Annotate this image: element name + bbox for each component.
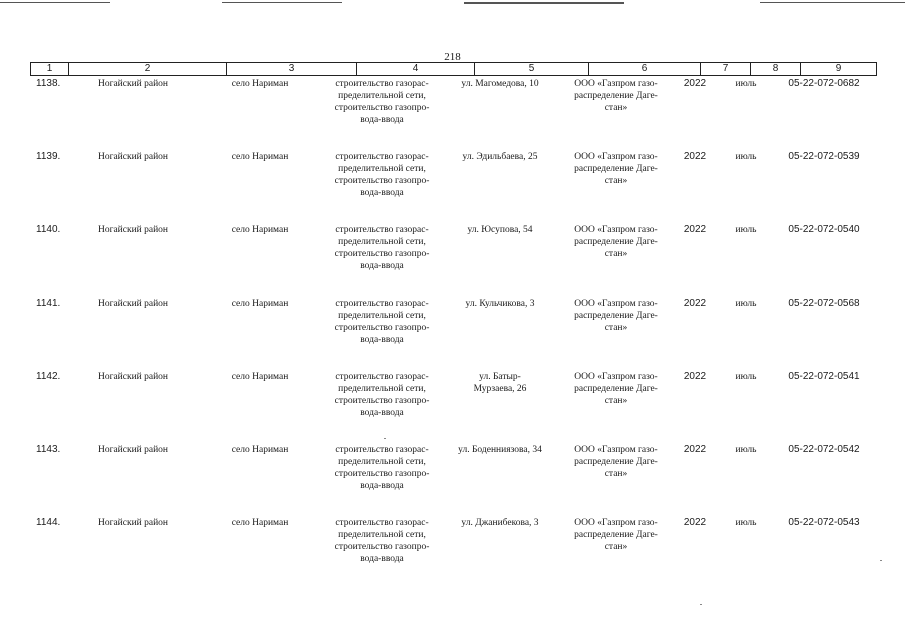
year-cell: 2022	[683, 517, 707, 528]
work-cell-line: вода-ввода	[360, 408, 404, 418]
address-cell	[446, 224, 554, 236]
org-cell-line: распределение Даге-	[574, 384, 658, 394]
year-cell: 2022	[683, 78, 707, 89]
district-cell: Ногайский район	[97, 299, 169, 309]
code-cell: 05-22-072-0682	[788, 78, 860, 89]
address-cell	[446, 298, 554, 310]
row-number: 1142.	[36, 371, 61, 382]
org-cell-line: распределение Даге-	[574, 91, 658, 101]
work-cell-line: строительство газорас-	[335, 225, 429, 235]
address-cell-line: Мурзаева, 26	[473, 384, 527, 394]
work-cell-line: пределительной сети,	[338, 530, 426, 540]
month-cell: июль	[735, 299, 757, 309]
month-cell: июль	[735, 518, 757, 528]
org-cell-line: распределение Даге-	[574, 457, 658, 467]
year-cell: 2022	[683, 371, 707, 382]
address-cell-line: ул. Кульчикова, 3	[465, 299, 535, 309]
table-row	[0, 151, 905, 224]
scan-speck	[700, 604, 702, 605]
org-cell	[560, 298, 672, 334]
village-cell: село Нариман	[231, 445, 289, 455]
district-cell: Ногайский район	[97, 372, 169, 382]
address-cell-line: ул. Эдильбаева, 25	[462, 152, 538, 162]
village-cell: село Нариман	[231, 372, 289, 382]
org-cell-line: ООО «Газпром газо-	[574, 225, 658, 235]
work-cell-line: строительство газорас-	[335, 372, 429, 382]
work-cell-line: пределительной сети,	[338, 164, 426, 174]
column-header: 6	[588, 63, 700, 75]
month-cell: июль	[735, 372, 757, 382]
row-number: 1143.	[36, 444, 61, 455]
table-row	[0, 444, 905, 517]
org-cell-line: ООО «Газпром газо-	[574, 518, 658, 528]
scan-speck	[384, 438, 386, 439]
code-cell: 05-22-072-0543	[788, 517, 860, 528]
work-cell-line: строительство газопро-	[334, 542, 430, 552]
work-cell-line: пределительной сети,	[338, 457, 426, 467]
column-header: 1	[30, 63, 68, 75]
org-cell	[560, 371, 672, 407]
code-cell: 05-22-072-0539	[788, 151, 860, 162]
code-cell: 05-22-072-0541	[788, 371, 860, 382]
work-cell-line: пределительной сети,	[338, 384, 426, 394]
work-cell-line: вода-ввода	[360, 481, 404, 491]
column-header: 5	[474, 63, 588, 75]
table-header	[30, 62, 877, 76]
work-cell-line: строительство газопро-	[334, 103, 430, 113]
row-number: 1140.	[36, 224, 61, 235]
district-cell: Ногайский район	[97, 518, 169, 528]
work-cell-line: строительство газопро-	[334, 469, 430, 479]
work-cell	[322, 151, 442, 199]
address-cell	[446, 444, 554, 456]
work-cell-line: строительство газопро-	[334, 396, 430, 406]
org-cell-line: стан»	[604, 103, 628, 113]
work-cell-line: пределительной сети,	[338, 311, 426, 321]
village-cell: село Нариман	[231, 518, 289, 528]
row-number: 1139.	[36, 151, 61, 162]
table-row	[0, 371, 905, 444]
address-cell	[446, 78, 554, 90]
district-cell: Ногайский район	[97, 225, 169, 235]
table-row	[0, 298, 905, 371]
column-header: 8	[750, 63, 800, 75]
work-cell-line: строительство газорас-	[335, 79, 429, 89]
code-cell: 05-22-072-0568	[788, 298, 860, 309]
work-cell-line: строительство газопро-	[334, 249, 430, 259]
org-cell-line: ООО «Газпром газо-	[574, 372, 658, 382]
org-cell-line: распределение Даге-	[574, 311, 658, 321]
row-number: 1138.	[36, 78, 61, 89]
work-cell-line: вода-ввода	[360, 335, 404, 345]
org-cell-line: ООО «Газпром газо-	[574, 445, 658, 455]
org-cell-line: распределение Даге-	[574, 164, 658, 174]
column-header: 2	[68, 63, 226, 75]
org-cell	[560, 224, 672, 260]
org-cell-line: стан»	[604, 396, 628, 406]
work-cell-line: вода-ввода	[360, 554, 404, 564]
org-cell-line: ООО «Газпром газо-	[574, 79, 658, 89]
column-header: 9	[800, 63, 877, 75]
work-cell	[322, 371, 442, 419]
year-cell: 2022	[683, 151, 707, 162]
column-header: 4	[356, 63, 474, 75]
code-cell: 05-22-072-0542	[788, 444, 860, 455]
org-cell-line: стан»	[604, 176, 628, 186]
work-cell-line: вода-ввода	[360, 115, 404, 125]
work-cell-line: пределительной сети,	[338, 91, 426, 101]
scan-speck	[880, 560, 882, 561]
work-cell-line: строительство газорас-	[335, 152, 429, 162]
village-cell: село Нариман	[231, 299, 289, 309]
month-cell: июль	[735, 225, 757, 235]
month-cell: июль	[735, 152, 757, 162]
org-cell	[560, 517, 672, 553]
month-cell: июль	[735, 79, 757, 89]
row-number: 1141.	[36, 298, 61, 309]
org-cell-line: распределение Даге-	[574, 530, 658, 540]
work-cell	[322, 224, 442, 272]
address-cell-line: ул. Юсупова, 54	[467, 225, 533, 235]
year-cell: 2022	[683, 224, 707, 235]
scan-artifact-line	[222, 2, 342, 3]
org-cell-line: стан»	[604, 469, 628, 479]
address-cell	[446, 517, 554, 529]
work-cell-line: вода-ввода	[360, 261, 404, 271]
work-cell	[322, 78, 442, 126]
work-cell-line: строительство газопро-	[334, 323, 430, 333]
work-cell	[322, 298, 442, 346]
column-header: 3	[226, 63, 356, 75]
org-cell-line: ООО «Газпром газо-	[574, 299, 658, 309]
address-cell-line: ул. Батыр-	[479, 372, 521, 382]
address-cell	[446, 151, 554, 163]
address-cell	[446, 371, 554, 395]
work-cell	[322, 444, 442, 492]
work-cell-line: строительство газорас-	[335, 299, 429, 309]
address-cell-line: ул. Джанибекова, 3	[461, 518, 539, 528]
village-cell: село Нариман	[231, 79, 289, 89]
org-cell-line: стан»	[604, 249, 628, 259]
org-cell	[560, 78, 672, 114]
district-cell: Ногайский район	[97, 445, 169, 455]
district-cell: Ногайский район	[97, 152, 169, 162]
row-number: 1144.	[36, 517, 61, 528]
org-cell	[560, 444, 672, 480]
work-cell-line: строительство газорас-	[335, 445, 429, 455]
code-cell: 05-22-072-0540	[788, 224, 860, 235]
org-cell-line: стан»	[604, 542, 628, 552]
district-cell: Ногайский район	[97, 79, 169, 89]
work-cell-line: пределительной сети,	[338, 237, 426, 247]
column-header: 7	[700, 63, 750, 75]
work-cell-line: строительство газопро-	[334, 176, 430, 186]
village-cell: село Нариман	[231, 152, 289, 162]
org-cell-line: ООО «Газпром газо-	[574, 152, 658, 162]
scan-artifact-line	[760, 2, 905, 3]
page-number: 218	[444, 51, 461, 63]
year-cell: 2022	[683, 444, 707, 455]
org-cell-line: распределение Даге-	[574, 237, 658, 247]
year-cell: 2022	[683, 298, 707, 309]
table-row	[0, 224, 905, 297]
table-row	[0, 517, 905, 590]
work-cell	[322, 517, 442, 565]
org-cell	[560, 151, 672, 187]
org-cell-line: стан»	[604, 323, 628, 333]
table-row	[0, 78, 905, 151]
village-cell: село Нариман	[231, 225, 289, 235]
month-cell: июль	[735, 445, 757, 455]
address-cell-line: ул. Магомедова, 10	[461, 79, 539, 89]
work-cell-line: строительство газорас-	[335, 518, 429, 528]
scan-artifact-line	[464, 2, 624, 4]
address-cell-line: ул. Боденниязова, 34	[458, 445, 542, 455]
work-cell-line: вода-ввода	[360, 188, 404, 198]
scan-artifact-line	[0, 2, 110, 3]
